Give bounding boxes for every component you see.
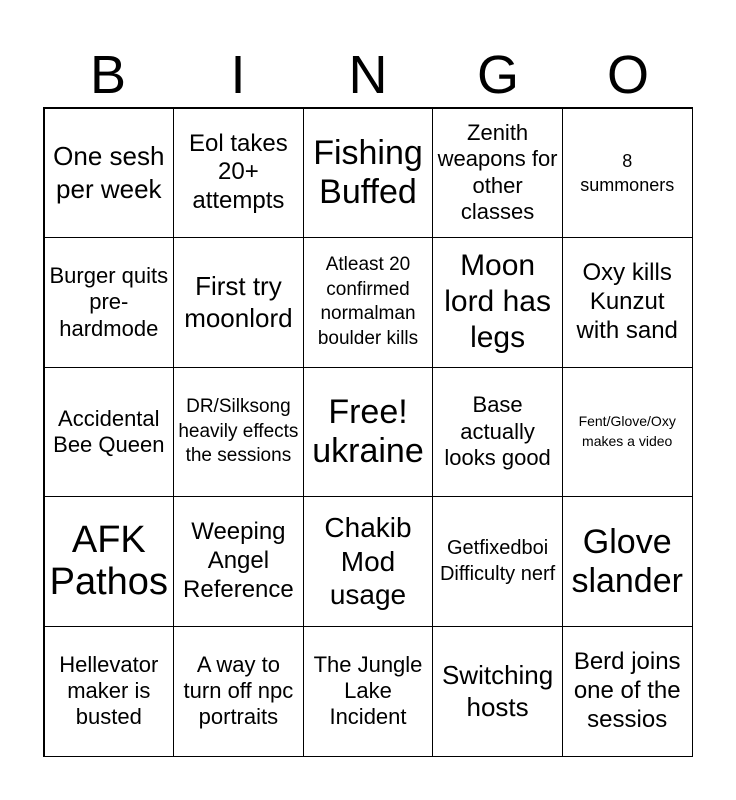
bingo-cell[interactable]: Accidental Bee Queen [44, 367, 175, 498]
bingo-cell[interactable]: 8 summoners [562, 108, 693, 239]
bingo-cell[interactable]: A way to turn off npc portraits [173, 626, 304, 757]
bingo-cell[interactable]: Fent/Glove/Oxy makes a video [562, 367, 693, 498]
bingo-cell[interactable]: AFK Pathos [44, 496, 175, 627]
bingo-header [43, 42, 693, 108]
bingo-cell[interactable]: First try moonlord [173, 237, 304, 368]
header-letter-b: B [89, 45, 127, 105]
bingo-cell[interactable]: Zenith weapons for other classes [432, 108, 563, 239]
header-letter-g: G [476, 45, 519, 105]
bingo-cell[interactable]: Free! ukraine [303, 367, 434, 498]
header-letter-i: I [230, 45, 246, 105]
header-letter-o: O [606, 45, 649, 105]
bingo-cell[interactable]: The Jungle Lake Incident [303, 626, 434, 757]
bingo-cell[interactable]: Weeping Angel Reference [173, 496, 304, 627]
bingo-cell[interactable]: Switching hosts [432, 626, 563, 757]
header-letter-n: N [348, 45, 388, 105]
bingo-cell[interactable]: Berd joins one of the sessios [562, 626, 693, 757]
bingo-cell[interactable]: One sesh per week [44, 108, 175, 239]
bingo-cell[interactable]: Base actually looks good [432, 367, 563, 498]
bingo-cell[interactable]: Oxy kills Kunzut with sand [562, 237, 693, 368]
bingo-cell[interactable]: Getfixedboi Difficulty nerf [432, 496, 563, 627]
bingo-cell[interactable]: Atleast 20 confirmed normalman boulder kills [303, 237, 434, 368]
bingo-cell[interactable]: Eol takes 20+ attempts [173, 108, 304, 239]
bingo-cell[interactable]: Burger quits pre-hardmode [44, 237, 175, 368]
bingo-cell[interactable]: Hellevator maker is busted [44, 626, 175, 757]
bingo-cell[interactable]: DR/Silksong heavily effects the sessions [173, 367, 304, 498]
bingo-cell[interactable]: Fishing Buffed [303, 108, 434, 239]
bingo-cell[interactable]: Glove slander [562, 496, 693, 627]
bingo-cell[interactable]: Moon lord has legs [432, 237, 563, 368]
bingo-board [43, 107, 693, 757]
bingo-cell[interactable]: Chakib Mod usage [303, 496, 434, 627]
